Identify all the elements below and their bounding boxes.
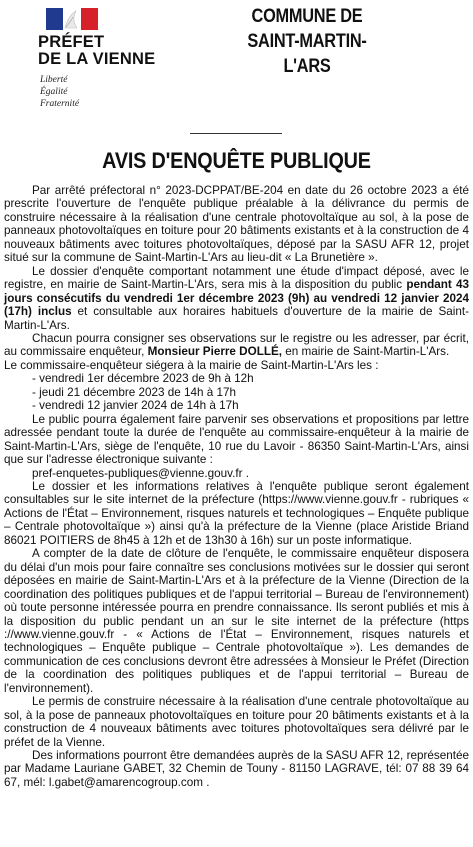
paragraph-dossier-text-a: Le dossier d'enquête comportant notamment une étude d'impact déposé, avec le registre, en mairie de Saint-Martin-L'Ars, sera mis à la disposition du public bbox=[4, 264, 469, 292]
notice-body bbox=[4, 184, 469, 789]
paragraph-observations-text-a: Chacun pourra consigner ses observations sur le registre ou les adresser, par écrit, au commissaire enquêteur, bbox=[4, 331, 469, 359]
commune-line-2: SAINT-MARTIN-L'ARS bbox=[247, 31, 367, 77]
motto-liberte: Liberté bbox=[40, 75, 68, 85]
prefet-line-2: DE LA VIENNE bbox=[38, 50, 156, 68]
header bbox=[0, 0, 473, 115]
paragraph-contact: Des informations pourront être demandées auprès de la SASU AFR 12, représentée par Madame Lauriane GABET, 32 Chemin de Touny - 81150 LAGRAVE, tél: 07 88 39 64 67, mél: l.gabet@amarencogroup.com . bbox=[4, 749, 469, 789]
paragraph-dossier-dates: pendant 43 jours consécutifs du vendredi 1er décembre 2023 (9h) au vendredi 12 janvier 2024 (17h) inclus bbox=[4, 278, 469, 319]
divider bbox=[190, 133, 282, 134]
paragraph-arrete: Par arrêté préfectoral n° 2023-DCPPAT/BE-204 en date du 26 octobre 2023 a été prescrite l'ouverture de l'enquête publique préalable à la délivrance du permis de construire nécessaire à la réalisation d'une centrale photovoltaïque au sol, à la pose de panneaux photovoltaïques en toiture pour 20 bâtiments existants et à la construction de 4 nouveaux bâtiments avec toitures photovoltaïques, déposé par la SASU AFR 12, projet situé sur la commune de Saint-Martin-L'Ars au lieu-dit « La Brunetière ». bbox=[4, 184, 469, 265]
motto-egalite: Égalité bbox=[40, 87, 68, 97]
prefet-title bbox=[38, 34, 198, 68]
republic-motto bbox=[40, 74, 79, 110]
paragraph-permis: Le permis de construire nécessaire à la réalisation d'une centrale photovoltaïque au sol, à la pose de panneaux photovoltaïques en toiture pour 20 bâtiments existants et à la construction de 4 nouveaux bâtiments avec toitures photovoltaïques sera délivré par le préfet de la Vienne. bbox=[4, 695, 469, 749]
paragraph-dossier bbox=[4, 265, 469, 332]
commissaire-name: Monsieur Pierre DOLLÉ, bbox=[147, 345, 283, 359]
paragraph-permanences: Le commissaire-enquêteur siégera à la mairie de Saint-Martin-L'Ars les : bbox=[4, 358, 379, 372]
paragraph-observations-text-c: en mairie de Saint-Martin-L'Ars. bbox=[282, 345, 450, 359]
paragraph-dossier-text-c: et consultable aux horaires habituels d'ouverture de la mairie de Saint-Martin-L'Ars. bbox=[4, 305, 469, 332]
commune-name bbox=[234, 4, 380, 79]
paragraph-consultation: Le dossier et les informations relatives à l'enquête publique seront également consultables sur le site internet de la préfecture (https://www.vienne.gouv.fr - rubriques « Actions de l'État – Environnement, risques naturels et technologiques – Enquête publique – Centrale photovoltaïque ») ainsi qu'à la préfecture de la Vienne (place Aristide Briand 86021 POITIERS de 8h45 à 12h et de 13h30 à 16h) sur un poste informatique. bbox=[4, 479, 469, 547]
motto-fraternite: Fraternité bbox=[40, 99, 80, 109]
paragraph-courrier: Le public pourra également faire parvenir ses observations et propositions par lettre adressée pendant toute la durée de l'enquête au commissaire-enquêteur à la mairie de Saint-Martin-L'Ars, siège de l'enquête, 10 rue du Lavoir - 86350 Saint-Martin-L'Ars, ainsi que sur l'adresse électronique suivante : bbox=[4, 412, 469, 467]
permanence-date-3: - vendredi 12 janvier 2024 de 14h à 17h bbox=[32, 399, 239, 413]
marianne-flag-icon bbox=[46, 8, 98, 30]
prefet-line-1: PRÉFET bbox=[38, 33, 105, 51]
paragraph-observations bbox=[4, 332, 469, 359]
permanence-date-1: - vendredi 1er décembre 2023 de 9h à 12h bbox=[32, 372, 254, 386]
paragraph-conclusions: A compter de la date de clôture de l'enquête, le commissaire enquêteur disposera du délai d'un mois pour faire connaître ses conclusions motivées sur le dossier qui seront déposées en mairie de Saint-Martin-L'Ars et à la préfecture de la Vienne (Direction de la coordination des politiques publiques et de l'appui territorial – Bureau de l'environnement) où toute personne intéressée pourra en prendre connaissance. Ils seront publiés et mis à la disposition du public pendant un an sur le site internet de la préfecture (https ://www.vienne.gouv.fr - « Actions de l'État – Environnement, risques naturels et technologiques – Enquête publique – Centrale photovoltaïque »). Les demandes de communication de ces conclusions devront être adressées à Monsieur le Préfet (Direction de la coordination des politiques publiques et de l'appui territorial – Bureau de l'environnement). bbox=[4, 547, 469, 695]
notice-title: AVIS D'ENQUÊTE PUBLIQUE bbox=[102, 148, 371, 173]
commune-line-1: COMMUNE DE bbox=[251, 6, 363, 27]
email-address: pref-enquetes-publiques@vienne.gouv.fr . bbox=[32, 466, 249, 480]
permanence-date-2: - jeudi 21 décembre 2023 de 14h à 17h bbox=[32, 385, 237, 399]
